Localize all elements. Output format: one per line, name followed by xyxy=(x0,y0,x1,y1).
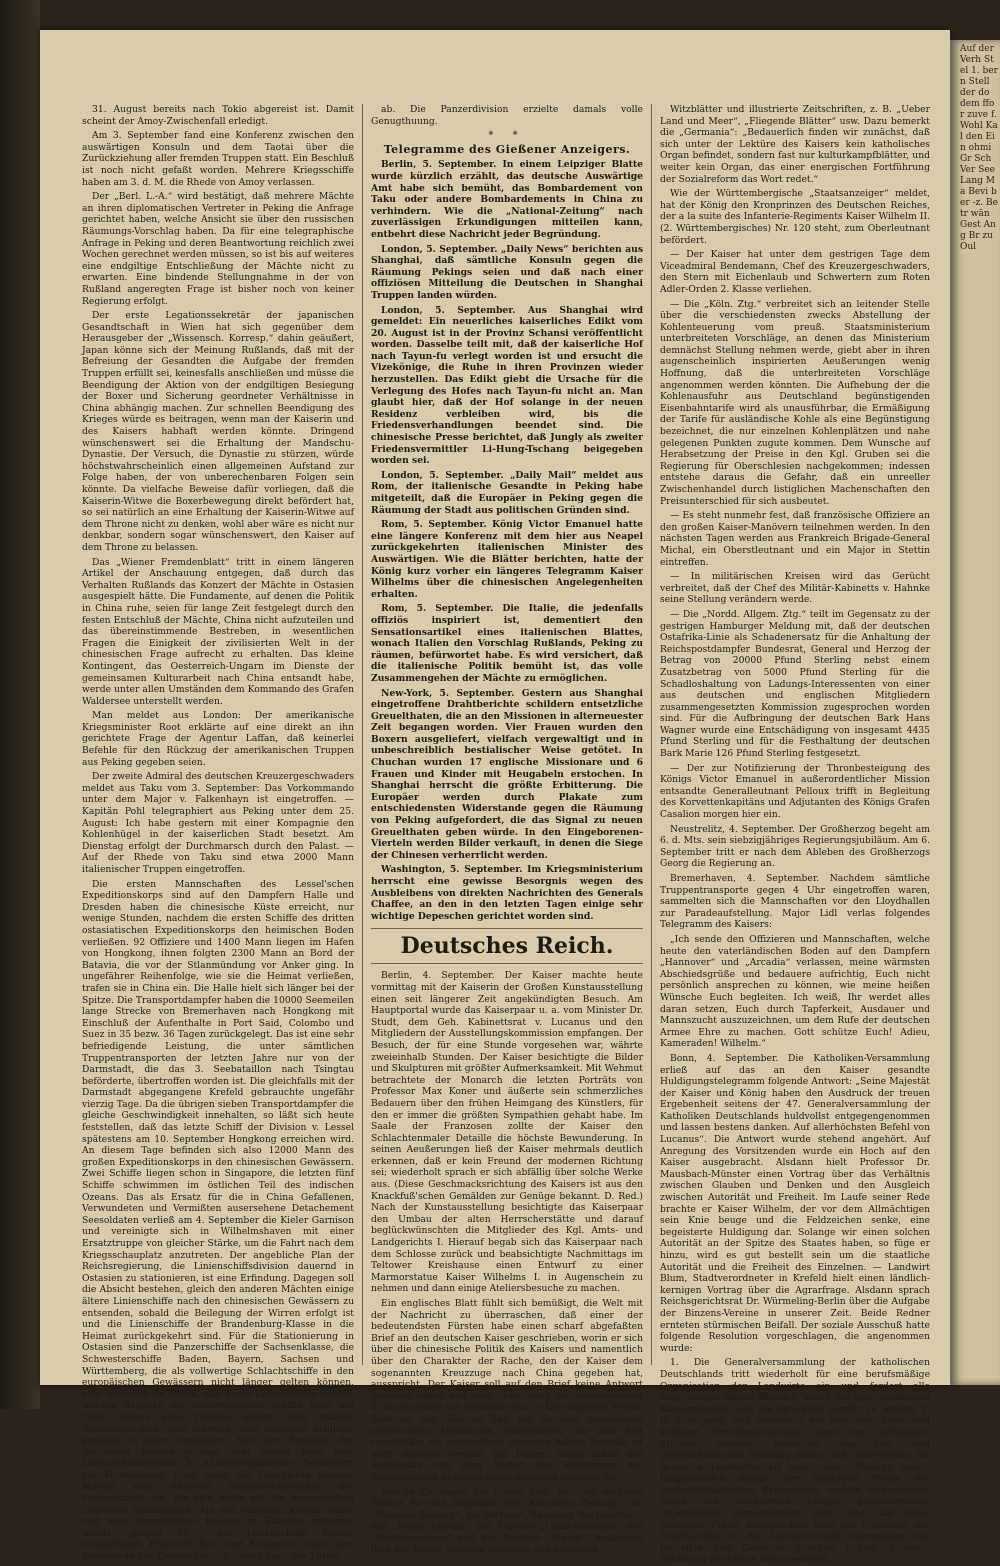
column-divider xyxy=(362,104,363,1365)
section-separator: * * xyxy=(488,130,526,142)
telegram-london-1: London, 5. September. „Daily News“ berichten aus Shanghai, daß sämtliche Konsuln gegen die Räumung Pekings seien und daß nach einer offiziösen Mitteilung die Deutschen in Shanghai Truppen landen würden. xyxy=(371,243,643,301)
column-2 xyxy=(371,104,643,1556)
telegram-berlin: Berlin, 5. September. In einem Leipziger Blatte wurde kürzlich erzählt, das deutsche Auswärtige Amt habe sich bemüht, das Bombardement von Taku oder andere Bombardements in China zu verhindern. Wie die „National-Zeitung“ nach zuverlässigen Erkundigungen mitteilen kann, entbehrt diese Nachricht jeder Begründung. xyxy=(371,159,643,240)
paragraph: Am 3. September fand eine Konferenz zwischen den auswärtigen Konsuln und dem Taotai über die Zurückziehung aller fremden Truppen statt. Ein Beschluß ist noch nicht gefaßt worden. Mehrere Kriegsschiffe haben am 3. d. M. die Rhede von Amoy verlassen. xyxy=(82,130,354,188)
book-binding-shadow xyxy=(0,0,40,1409)
paragraph: — Der zur Notifizierung der Thronbesteigung des Königs Victor Emanuel in außerordentlicher Mission entsandte Generalleutnant Pelloux trifft in Begleitung des Korvettenkapitäns und Adjutanten des Königs Grafen Casalion morgen hier ein. xyxy=(660,762,930,821)
paragraph: Die ersten Mannschaften des Lessel'schen Expeditionskorps sind auf den Dampfern Halle und Dresden haben die chinesische Küste erreicht, nur wenige Stunden, nachdem die ersten Schiffe des dritten ostasiatischen Expeditionskorps den heimischen Boden verließen. 92 Offiziere und 1400 Mann liegen im Hafen von Hongkong, ihnen folgten 2300 Mann an Bord der Batavia, die vor der Stlanmündung vor Anker ging. In ungefährer Reihenfolge, wie sie die Heimat verließen, trafen sie in China ein. Die Halle hielt sich länger bei der Spitze. Die Transportdampfer haben die 10000 Seemeilen lange Strecke von Bremerhaven nach Hongkong mit Einschluß der Aufenthalte in Port Said, Colombo und Suez in 35 bezw. 36 Tagen zurückgelegt. Das ist eine sehr befriedigende Leistung, die unter sämtlichen Truppentransporten der letzten Jahre nur von der Darmstadt, die das 3. Seebataillon nach Tsingtau beförderte, übertroffen worden ist. Die gleichfalls mit der Darmstadt abgegangene Krefeld gebrauchte ungefähr vierzig Tage. Da die übrigen sieben Transportdampfer die gleiche Geschwindigkeit innehalten, so läßt sich heute feststellen, daß das letzte Schiff der Division v. Lessel spätestens am 10. September Hongkong erreichen wird. An diesem Tage befinden sich also 12000 Mann des großen Expeditionskorps in den chinesischen Gewässern. Zwei Schiffe liegen schon in Singapore, die letzten fünf Schiffe schwimmen im östlichen Teil des indischen Ozeans. Das als Ersatz für die in China Gefallenen, Verwundeten und Vermißten ausersehene Detachement Seesoldaten verließ am 4. September die Kieler Garnison und vereinigte sich in Wilhelmshaven mit einer Ersatztruppe von gleicher Stärke, um die Fahrt nach dem Kriegsschauplatz anzutreten. Der angebliche Plan der Reichsregierung, die Linienschiffsdivision dauernd in Ostasien zu stationieren, ist eine Erfindung. Dagegen soll die Absicht bestehen, gleich den anderen Mächten einige ältere Linienschiffe nach den chinesischen Gewässern zu entsenden, sobald die Beilegung der Wirren erfolgt ist und die Linienschiffe der Brandenburg-Klasse in die Heimat zurückgekehrt sind. Für die Stationierung in Ostasien sind die Panzerschiffe der Sachsenklasse, die Schwesterschiffe Baden, Bayern, Sachsen und Württemberg, die als vollwertige Schlachtschiffe in den europäischen Gewässern nicht länger gelten können, sehr geeignet. In China, das keine Linienschiffe besitzt, werden dagegen die modernisierten Schiffe noch auf Jahre hinaus gute Dienste leisten. Ihre mäßige Geschwindigkeit, ihre schwere, aber veraltete Artillerie genügen in jenen Gewässern. Seit dem Bestehen der deutschen Marine gelangt zum ersten Male eine Linienschiffsdivision in außereuropäischen Gewässern zur Verwendung. Doch weist die Geschichte unserer Marine eine ähnliche Auslandsexpedition der Panzerschiffe auf, die sich indes auf die europäischen Gewässer beschränkte. Als der deutsche Konsul Abbot und sein französischer Kollege in Saloniki ermordet wurde, gingen 1876 die Linienschiffe Kaiser, Deutschland, Friedrich Karl und Kronprinz unter dem Kommando des Kontreadmirals Batsch nach der Türkei xyxy=(82,878,354,1563)
column-3 xyxy=(660,104,930,1566)
paragraph: — Die „Nordd. Allgem. Ztg.“ teilt im Gegensatz zu der gestrigen Hamburger Meldung mit, daß der deutschen Ostafrika-Linie als Schadenersatz für die Anhaltung der Reichspostdampfer Bundesrat, General und Herzog der Betrag von 20000 Pfund Sterling nebst einem Zusatzbetrag von 5000 Pfund Sterling für die Schadloshaltung von Ladungs-Interessenten von einer aus deutschen und englischen Mitgliedern zusammengesetzten Kommission zugesprochen worden sind. Für die Aufbringung der deutschen Bark Hans Wagner wurde eine Entschädigung von insgesamt 4435 Pfund Sterling und für die Festhaltung der deutschen Bark Marie 126 Pfund Sterling festgesetzt. xyxy=(660,608,930,760)
paragraph: Bonn, 4. September. Die Katholiken-Versammlung erließ auf das an den Kaiser gesandte Huldigungstelegramm folgende Antwort: „Seine Majestät der Kaiser und König haben den Ausdruck der treuen Ergebenheit seitens der 47. Generalversammlung der Katholiken Deutschlands huldvollst entgegengenommen und lassen bestens danken. Auf allerhöchsten Befehl von Lucanus“. Die Antwort wurde stehend angehört. Auf Anregung des Vorsitzenden wurde ein Hoch auf den Kaiser ausgebracht. Alsdann hielt Professor Dr. Mausbach-Münster einen Vortrag über das Verhältnis zwischen Glauben und Denken und den Ausgleich zwischen Autorität und Freiheit. Im Laufe seiner Rede brachte er Kaiser Wilhelm, der vor dem Allmächtigen sein Knie beuge und die Feldzeichen senke, eine begeisterte Huldigung dar. Solange wir einen solchen Autorität an der Spitze des Staates haben, so füge er hinzu, wird es gut bestellt sein um die staatliche Autorität und die Freiheit des Einzelnen. — Landwirt Blum, Stadtverordneter in Krefeld hielt einen ländlich-kernigen Vortrag über die Agrarfrage. Alsdann sprach Reichsgerichtsrat Dr. Würmeling-Berlin über die Aufgabe der Binzens-Vereine in unserer Zeit. Beide Redner ernteten stürmischen Beifall. Der soziale Ausschuß hatte folgende Resolution vorgeschlagen, die angenommen wurde: xyxy=(660,1052,930,1354)
paragraph: 31. August bereits nach Tokio abgereist ist. Damit scheint der Amoy-Zwischenfall erledigt. xyxy=(82,104,354,127)
telegram-newyork: New-York, 5. September. Gestern aus Shanghai eingetroffene Drahtberichte schildern entsetzliche Greuelthaten, die an den Missionen in alterneuester Zeit begangen worden. Vier Frauen wurden den Boxern ausgeliefert, vielfach vergewaltigt und in unbeschreiblich bestialischer Weise getötet. In Chuchan wurden 17 englische Missionare und 6 Frauen und Kinder mit Heugabeln erstochen. In Shanghai herrscht die größte Erbitterung. Die Europäer werden durch Plakate zum entschiedensten Widerstande gegen die Räumung von Peking aufgefordert, die das Signal zu neuen Greuelthaten geben würde. In den Eingeborenen-Vierteln werden Bilder verkauft, in denen die Siege der Chinesen verherrlicht werden. xyxy=(371,687,643,861)
paragraph: „Ich sende den Offizieren und Mannschaften, welche heute den vaterländischen Boden auf den Dampfern „Hannover“ und „Arcadia“ verlassen, meine wärmsten Abschiedsgrüße und bedauere aufrichtig, Euch nicht persönlich ansprechen zu können, wie meine heißen Wünsche Euch begleiten. Ich weiß, Ihr werdet alles daran setzen, Euch durch Tapferkeit, Ausdauer und Mannszucht auszuzeichnen, um dem Rufe der deutschen Armee Ehre zu machen. Gott schütze Euch! Adieu, Kameraden! Wilhelm.“ xyxy=(660,933,930,1050)
telegrams-heading: Telegramme des Gießener Anzeigers. xyxy=(383,142,631,156)
paragraph: Der „Berl. L.-A.“ wird bestätigt, daß mehrere Mächte an ihren diplomatischen Vertreter in Peking die Anfrage gerichtet haben, welche Ansicht sie über den russischen Räumungs-Vorschlag haben. Da für eine telegraphische Anfrage in Peking und deren Beantwortung reichlich zwei Wochen gerechnet werden müssen, so ist bis auf weiteres eine endgiltige Entschließung der Mächte nicht zu erwarten. Eine bindende Stellungnahme in der von Rußland angeregten Frage ist bisher noch von keiner Regierung erfolgt. xyxy=(82,191,354,307)
paragraph: Bremerhaven, 4. September. Nachdem sämtliche Truppentransporte gegen 4 Uhr eingetroffen waren, sammelten sich die Mannschaften vor den Lloydhallen zur Paradeaufstellung. Major Lidl verlas folgendes Telegramm des Kaisers: xyxy=(660,873,930,931)
column-divider xyxy=(651,104,652,1365)
paragraph: Man meldet aus London: Der amerikanische Kriegsminister Root erklärte auf eine direkt an ihn gerichtete Frage der Agentur Laffan, daß keinerlei Befehle für den Rückzug der amerikanischen Truppen aus Peking gegeben seien. xyxy=(82,710,354,768)
paragraph: Das „Wiener Fremdenblatt“ tritt in einem längeren Artikel der Anschauung entgegen, daß durch das Verhalten Rußlands das Konzert der Mächte in Ostasien ausgespielt hätte. Die Fundamente, auf denen die Politik in China ruhe, seien für lange Zeit festgelegt durch den festen Entschluß der Mächte, China nicht aufzuteilen und das übereinstimmende Bestreben, in wesentlichen Fragen die Einigkeit der zivilisierten Welt in der chinesischen Frage aufrecht zu erhalten. Das kleine Kontingent, das Oesterreich-Ungarn im Dienste der gemeinsamen Kulturarbeit nach China entsandt habe, werde unter allen Umständen dem Kommando des Grafen Waldersee unterstellt werden. xyxy=(82,556,354,707)
paragraph: Ein englisches Blatt fühlt sich bemüßigt, die Welt mit der Nachricht zu überraschen, daß einer der bedeutendsten Fürsten habe einen scharf abgefaßten Brief an den deutschen Kaiser geschrieben, worin er sich über die chinesische Politik des Kaisers und namentlich über den Charakter der Rache, den der Kaiser dem sogenannten Kreuzzuge nach China gegeben hat, ausspricht. Der Kaiser soll auf den Brief keine Antwort gegeben haben und jede Erwähnung der Angelegenheit in Deutschland soll verboten sein. — Die englische Presse liebt es, von Zeit zu Zeit mit derartig sensationell zugestutzten Meldungen aufzuwarten, die sich fast regelmäßig als unzutreffend erwiesen haben. Deshalb ist auch diesmal Vorsicht am Platze, zumal schon der Schlußsatz von dem Verbot der Erörterung der Angelegenheit in Deutschland geradezu unsinnig ist. xyxy=(371,1298,643,1483)
telegram-london-2: London, 5. September. Aus Shanghai wird gemeldet: Ein neuerliches kaiserliches Edikt vom 20. August ist in der Provinz Schansi veröffentlicht worden. Dasselbe teilt mit, daß der kaiserliche Hof nach Tayun-fu verlegt worden ist und ersucht die Vizekönige, die Ruhe in ihren Provinzen wieder herzustellen. Das Edikt giebt die Ursache für die Verlegung des Hofes nach Tayun-fu nicht an. Man glaubt hier, daß der Hof solange in der neuen Residenz verbleiben wird, bis die Friedensverhandlungen beendet sind. Die chinesische Presse berichtet, daß Jungly als zweiter Friedensvermittler Li-Hung-Tschang beigegeben worden sei. xyxy=(371,304,643,467)
newspaper-page xyxy=(40,30,950,1566)
paragraph: Neustrelitz, 4. September. Der Großherzog begeht am 6. d. Mts. sein siebzigjähriges Regierungsjubiläum. Am 6. September tritt er nach dem Ableben des Großherzogs Georg die Regierung an. xyxy=(660,823,930,870)
next-page-edge xyxy=(950,40,1000,1385)
paragraph: 1. Die Generalversammlung der katholischen Deutschlands tritt wiederholt für eine berufsmäßige Organisation der Landwirte ein und fordert alle Angehörigen dieses Standes, sowie die gesetzgebenden Körperschaften auf, nachdrücklich hierfür zu wirken. 2. In Erwägung, daß einerseits ein leistungsfähiger und kräftiger Grundbesitzerstand einer der wichtigsten Stützen unserer gesamten staatlichen und gesellschaftlichen Ordnung bildet, daß andererseits die deutsche Landwirtschaft unter einer Notlage leidet, hauptsächlich infolge der niedrigen Preise der landwirtschaftlichen Erzeugnisse, welche vorzugsweise durch die Konkurrenz billiger produzierender Importländer hervorgerufen sind, und daß diese niedrigen Preise insbesondere eine zur Erhaltung der Arbeitskräfte in der Landwirtschaft notwendige, mit Industrie und Gewerbe gleichen Schritt haltende Erhöhung der Löhne nicht gestattet, xyxy=(660,1357,930,1566)
paragraph: Der erste Legationssekretär der japanischen Gesandtschaft in Wien hat sich gegenüber dem Herausgeber der „Wissensch. Korresp.“ dahin geäußert, Japan könne sich der Meinung Rußlands, daß mit der Befreiung der Gesandten die Aufgabe der fremden Truppen erfüllt sei, keinesfalls anschließen und müsse die Beendigung der Aktion von der endgiltigen Besiegung der Boxer und Sicherung geordneter Verhältnisse in China abhängig machen. Zur schnellen Beendigung des Krieges würde es beitragen, wenn man der Kaiserin und des Kaisers habhaft werden könnte. Dringend wünschenswert sei die Erhaltung der Mandschu-Dynastie. Der Versuch, die Dynastie zu stürzen, würde höchstwahrscheinlich einen allgemeinen Aufstand zur Folge haben, der von unberechenbaren Folgen sein könnte. Da vielfache Beweise dafür vorliegen, daß die Kaiserin-Witwe die Boxerbewegung direkt befördert hat, so sei natürlich an eine Erhaltung der Kaiserin-Witwe auf dem Throne nicht zu denken, wohl aber wäre es nicht nur denkbar, sondern sogar wünschenswert, den Kaiser auf dem Throne zu belassen. xyxy=(82,310,354,553)
paragraph: Berlin, 4. September. Der Kaiser machte heute vormittag mit der Kaiserin der Großen Kunstausstellung einen seit längerer Zeit angekündigten Besuch. Am Hauptportal wurde das Kaiserpaar u. a. vom Minister Dr. Studt, dem Geh. Kabinettsrat v. Lucanus und den Mitgliedern der Ausstellungskommission empfangen. Der Besuch, der für eine Stunde vorgesehen war, währte zweieinhalb Stunden. Der Kaiser besichtigte die Bilder und Skulpturen mit größter Aufmerksamkeit. Mit Wehmut betrachtete der Monarch die letzten Porträts von Professor Max Koner und äußerte sein schmerzliches Bedauern über den frühen Heimgang des Künstlers, für den er immer die größten Sympathien gehabt habe. Im Saale der Franzosen zollte der Kaiser den Schlachtenmaler Detaille die höchste Bewunderung. In seinen Aeußerungen ließ der Kaiser mehrmals deutlich erkennen, daß er kein Freund der modernen Richtung sei; wiederholt sprach er sich abfällig über solche Werke aus. (Diese Geschmacksrichtung des Kaisers ist aus den Knackfuß'schen Gemälden zur Genüge bekannt. D. Red.) Nach der Kunstausstellung besichtigte das Kaiserpaar den Umbau der alten Herrscherstätte und darauf beglückwünschten die Mitglieder des Kgl. Amts- und Landgerichts I. Hierauf begab sich das Kaiserpaar nach dem Schlosse zurück und beabsichtigte Nachmittags im Teltower Kreishause einen Entwurf zu einer Marmorstatue Kaiser Wilhelms I. in Augenschein zu nehmen und dann einige Ateliersbesuche zu machen. xyxy=(371,970,643,1295)
paragraph: Der zweite Admiral des deutschen Kreuzergeschwaders meldet aus Taku vom 3. September: Das Vorkommando unter dem Major v. Falkenhayn ist eingetroffen. — Kapitän Pohl telegraphiert aus Peking unter dem 25. August: Ich habe gestern mit einer Kompagnie den Kohlenhügel in der kaiserlichen Stadt besetzt. Am Dienstag erfolgt der Durchmarsch durch den Palast. — Auf der Rhede von Taku sind etwa 2000 Mann italienischer Truppen eingetroffen. xyxy=(82,771,354,875)
paragraph: — Der Kaiser hat unter dem gestrigen Tage dem Viceadmiral Bendemann, Chef des Kreuzergeschwaders, den Stern mit Eichenlaub und Schwertern zum Roten Adler-Orden 2. Klasse verliehen. xyxy=(660,249,930,295)
telegram-rom-1: Rom, 5. September. König Victor Emanuel hatte eine längere Konferenz mit dem hier aus Neapel zurückgekehrten italienischen Minister des Auswärtigen. Wie die Blätter berichten, hatte der König kurz vorher ein längeres Telegramm Kaiser Wilhelms über die chinesischen Angelegenheiten erhalten. xyxy=(371,519,643,600)
paragraph: ab. Die Panzerdivision erzielte damals volle Genugthuung. xyxy=(371,104,643,127)
deutsches-reich-heading: Deutsches Reich. xyxy=(371,928,643,964)
telegram-rom-2: Rom, 5. September. Die Italie, die jedenfalls offiziös inspiriert ist, dementiert den Sensationsartikel eines italienischen Blattes, wonach Italien den Vorschlag Rußlands, Peking zu räumen, befürwortet habe. Es wird versichert, daß die italienische Politik bemüht ist, das volle Zusammengehen der Mächte zu ermöglichen. xyxy=(371,603,643,684)
paragraph: Wie der Württembergische „Staatsanzeiger“ meldet, hat der König den Kronprinzen des Deutschen Reiches, der a la suite des Infanterie-Regiments Kaiser Wilhelm II. (2. Württembergisches) Nr. 120 steht, zum Oberleutnant befördert. xyxy=(660,188,930,246)
paragraph: Welche Zeitungen der Kaiser liest, erzählen mehrere Blätter. Es sind angeblich: Die „Kölnische Zeitung“, die „National-Zeitung“, die Berliner „Neuesten Nachrichten“, das „Kleine Journal“, der Berliner „Lokal-Anzeiger“, der „Reichsanzeiger“ und der Berliner „Signal“. Außerdem liest der Kaiser mehrere deutsche und englische xyxy=(371,1486,643,1556)
telegram-london-3: London, 5. September. „Daily Mail“ meldet aus Rom, der italienische Gesandte in Peking habe mitgeteilt, daß die Europäer in Peking gegen die Räumung der Stadt aus politischen Gründen sind. xyxy=(371,469,643,516)
paragraph: Witzblätter und illustrierte Zeitschriften, z. B. „Ueber Land und Meer“, „Fliegende Blätter“ usw. Dazu bemerkt die „Germania“: „Bedauerlich finden wir zunächst, daß sich unter der Lektüre des Kaisers kein katholisches Organ befindet, sondern fast nur kulturkampfblätter, und weiter kein Organ, das einer energischen Fortführung der Sozialreform das Wort redet.“ xyxy=(660,104,930,185)
column-1 xyxy=(82,104,354,1563)
telegram-washington: Washington, 5. September. Im Kriegsministerium herrscht eine gewisse Besorgnis wegen des Ausbleibens von direkten Nachrichten des Generals Chaffee, an den in den letzten Tagen einige sehr wichtige Depeschen gerichtet worden sind. xyxy=(371,864,643,922)
paragraph: — In militärischen Kreisen wird das Gerücht verbreitet, daß der Chef des Militär-Kabinetts v. Hahnke seine Stellung verändern werde. xyxy=(660,571,930,606)
next-page-fragment: Auf der Verh Stel 1. bern Stell der do dem ffor zuve f. Wohl Kal den Ein ohmi Gr Sch Ver See Lang Ma Bevi ber -z. Betr wän Gest Ang Br zu Oul xyxy=(960,44,998,252)
paragraph: — Die „Köln. Ztg.“ verbreitet sich an leitender Stelle über die verschiedensten zwecks Abstellung der Kohlenteuerung vom preuß. Staatsministerium unterbreiteten Vorschläge, an denen das Ministerium demnächst Stellung nehmen werde, giebt aber in ihren augenscheinlich inspirierten Aeußerungen wenig Hoffnung, daß die unterbreiteten Vorschläge angenommen werden könnten. Die Aufhebung der die Kohlenausfuhr aus Deutschland begünstigenden Eisenbahntarife wird als unausführbar, die Ermäßigung der Tarife für ausländische Kohle als eine Begünstigung bezeichnet, die nur einzelnen Kohlenplätzen und nahe gelegenen Punkten zugute kommen. Dem Wunsche auf Herabsetzung der Preise in den Kgl. Gruben sei die Regierung für Oberschlesien nachgekommen; indessen entstehe daraus die Gefahr, daß ein unreeller Zwischenhandel durch listiglichen Machenschaften den Preisunterschied für sich ausbeutet. xyxy=(660,298,930,507)
paragraph: — Es steht nunmehr fest, daß französische Offiziere an den großen Kaiser-Manövern teilnehmen werden. In den nächsten Tagen werden aus Frankreich Brigade-General Michal, ein Oberstleutnant und ein Major in Stettin eintreffen. xyxy=(660,510,930,568)
